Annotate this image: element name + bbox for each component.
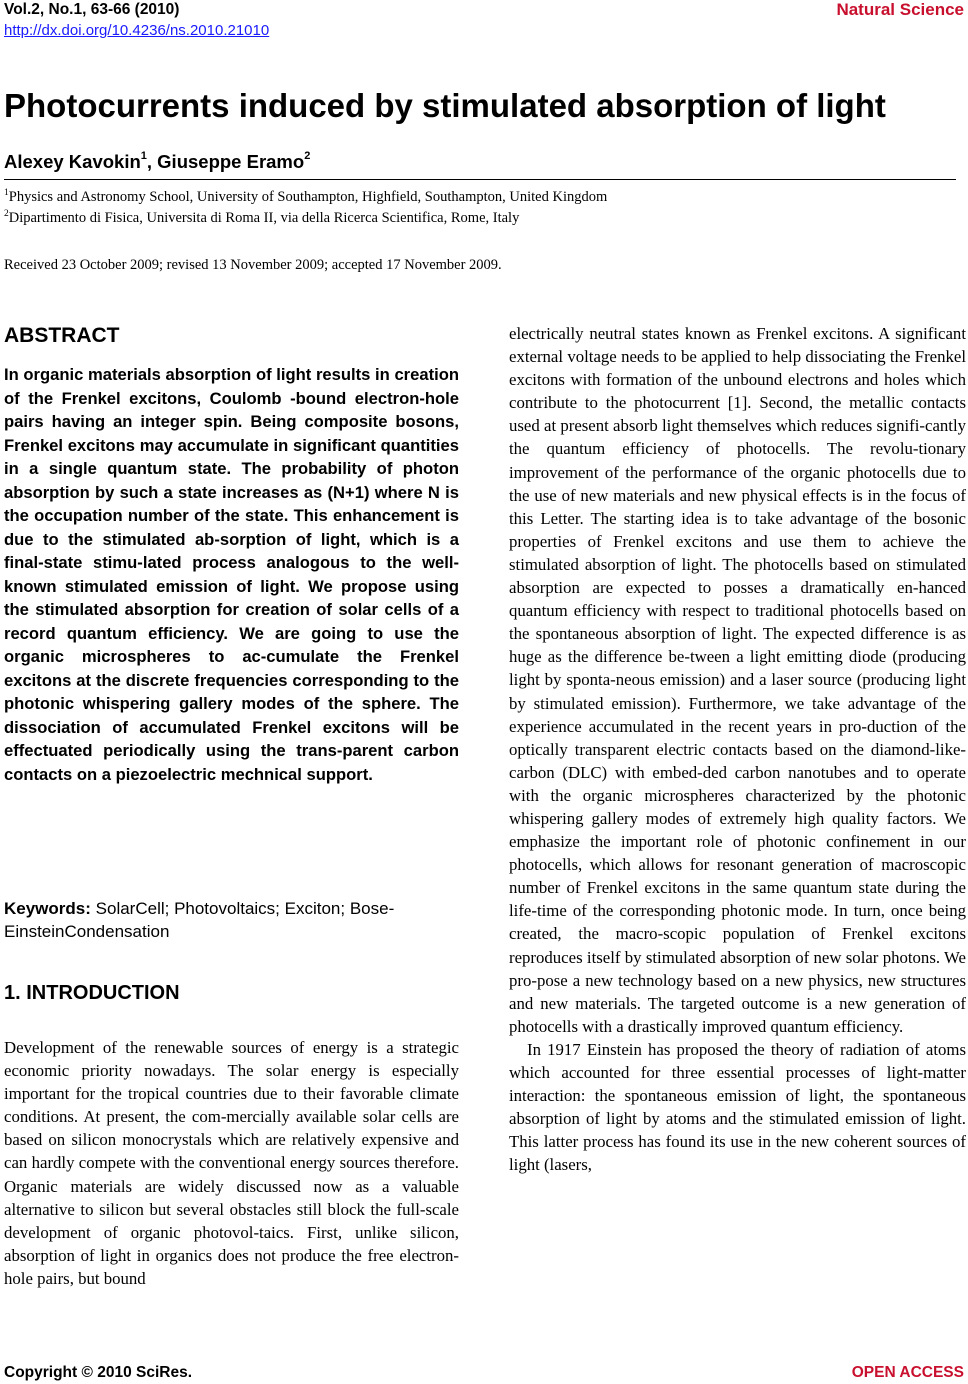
journal-name: Natural Science bbox=[836, 0, 964, 19]
received-dates: Received 23 October 2009; revised 13 November 2009; accepted 17 November 2009. bbox=[4, 257, 502, 273]
paper-title: Photocurrents induced by stimulated absorption of light bbox=[4, 87, 886, 124]
author-name: Alexey Kavokin bbox=[4, 151, 141, 172]
author-list bbox=[4, 149, 310, 175]
keywords bbox=[4, 897, 459, 943]
affiliation-marker: 2 bbox=[304, 150, 311, 162]
intro-paragraph: Development of the renewable sources of energy is a strategic economic priority nowadays. The solar energy is especially important for the tropical countries due to their favorable climate conditions. At present, the com-mercially available solar cells are based on silicon monocrystals which are relatively expensive and can hardly compete with the conventional energy sources therefore. Organic materials are widely discussed now as a valuable alternative to silicon but several obstacles still block the full-scale development of organic photovol-taics. First, unlike silicon, absorption of light in organics does not produce the free electron-hole pairs, but bound bbox=[4, 1038, 459, 1288]
journal-reference: Vol.2, No.1, 63-66 (2010) bbox=[4, 1, 180, 18]
affiliation bbox=[4, 208, 519, 228]
section-heading: 1. INTRODUCTION bbox=[4, 982, 180, 1004]
doi-link[interactable]: http://dx.doi.org/10.4236/ns.2010.21010 bbox=[4, 22, 270, 39]
author-separator: , bbox=[146, 151, 158, 172]
affiliation-marker: 1 bbox=[4, 188, 9, 198]
title-divider bbox=[4, 179, 956, 180]
author-name: Giuseppe Eramo bbox=[157, 151, 305, 172]
right-column bbox=[509, 322, 966, 1176]
intro-paragraph: In 1917 Einstein has proposed the theory of radiation of atoms which accounted for three essential processes of light-matter interaction: the spontaneous emission of light, the spontaneous absorption of light by atoms and the stimulated emission of light. This latter process has found its use in the new coherent sources of light (lasers, bbox=[509, 1039, 966, 1175]
open-access-label: OPEN ACCESS bbox=[851, 1364, 964, 1381]
affiliation bbox=[4, 187, 607, 207]
intro-paragraph: electrically neutral states known as Frenkel excitons. A significant external voltage needs to be applied to help dissociating the Frenkel excitons with formation of the unbound electrons and holes which contribute to the photocurrent [1]. Second, the metallic contacts used at present absorb light themselves which reduces signifi-cantly the quantum efficiency of photocells. The revolu-tionary improvement of the performance of the organic photocells due to the use of new materials and new physical effects is in the focus of this Letter. The starting idea is to take advantage of the bosonic properties of Frenkel excitons and use them to achieve the stimulated absorption of light. The photocells based on stimulated absorption are expected to posses a dramatically en-hanced quantum efficiency with respect to traditional photocells based on the spontaneous absorption of light. The expected difference is as huge as the difference be-tween a light emitting diode (producing light by sponta-neous emission) and a laser source (producing light by stimulated emission). Furthermore, we take advantage of the experience accumulated in the recent years in pro-duction of the optically transparent electric contacts based on the diamond-like-carbon (DLC) with embed-ded carbon nanotubes and to operate with the organic microspheres characterized by the photonic whispering gallery modes of extremely high quality factors. We emphasize the important role of photonic confinement in our photocells, which allows for resonant generation of macroscopic number of Frenkel excitons in the same quantum state during the life-time of the corresponding photonic mode. In turn, once being created, the macro-scopic population of Frenkel excitons reproduces itself by stimulated absorption of new solar photons. We pro-pose a new technology based on a new physics, new structures and new materials. The targeted outcome is a new generation of photocells with a drastically improved quantum efficiency. bbox=[509, 324, 966, 1036]
affiliation-text: Dipartimento di Fisica, Universita di Roma II, via della Ricerca Scientifica, Rome, Italy bbox=[8, 210, 520, 226]
abstract-heading: ABSTRACT bbox=[4, 324, 120, 347]
keywords-label: Keywords: bbox=[4, 899, 91, 918]
copyright-notice: Copyright © 2010 SciRes. bbox=[4, 1364, 193, 1381]
affiliation-marker: 1 bbox=[140, 150, 147, 162]
affiliation-text: Physics and Astronomy School, University of Southampton, Highfield, Southampton, United Kingdom bbox=[8, 189, 608, 205]
affiliation-marker: 2 bbox=[4, 209, 9, 219]
keywords-text: SolarCell; Photovoltaics; Exciton; Bose-EinsteinCondensation bbox=[4, 899, 395, 941]
abstract-body: In organic materials absorption of light results in creation of the Frenkel excitons, Coulomb -bound electron-hole pairs having an integer spin. Being composite bosons, Frenkel excitons may accumulate in significant quantities in a single quantum state. The probability of photon absorption by such a state increases as (N+1) where N is the occupation number of the state. This enhancement is due to the stimulated ab-sorption of light, which is a final-state stimu-lated process analogous to the well-known stimulated emission of light. We propose using the stimulated absorption for creation of solar cells of a record quantum efficiency. We are going to use the organic microspheres to ac-cumulate the Frenkel excitons at the discrete frequencies corresponding to the photonic whispering gallery modes of the sphere. The dissociation of accumulated Frenkel excitons will be effectuated periodically using the trans-parent carbon contacts on a piezoelectric mechnical support. bbox=[4, 365, 459, 784]
